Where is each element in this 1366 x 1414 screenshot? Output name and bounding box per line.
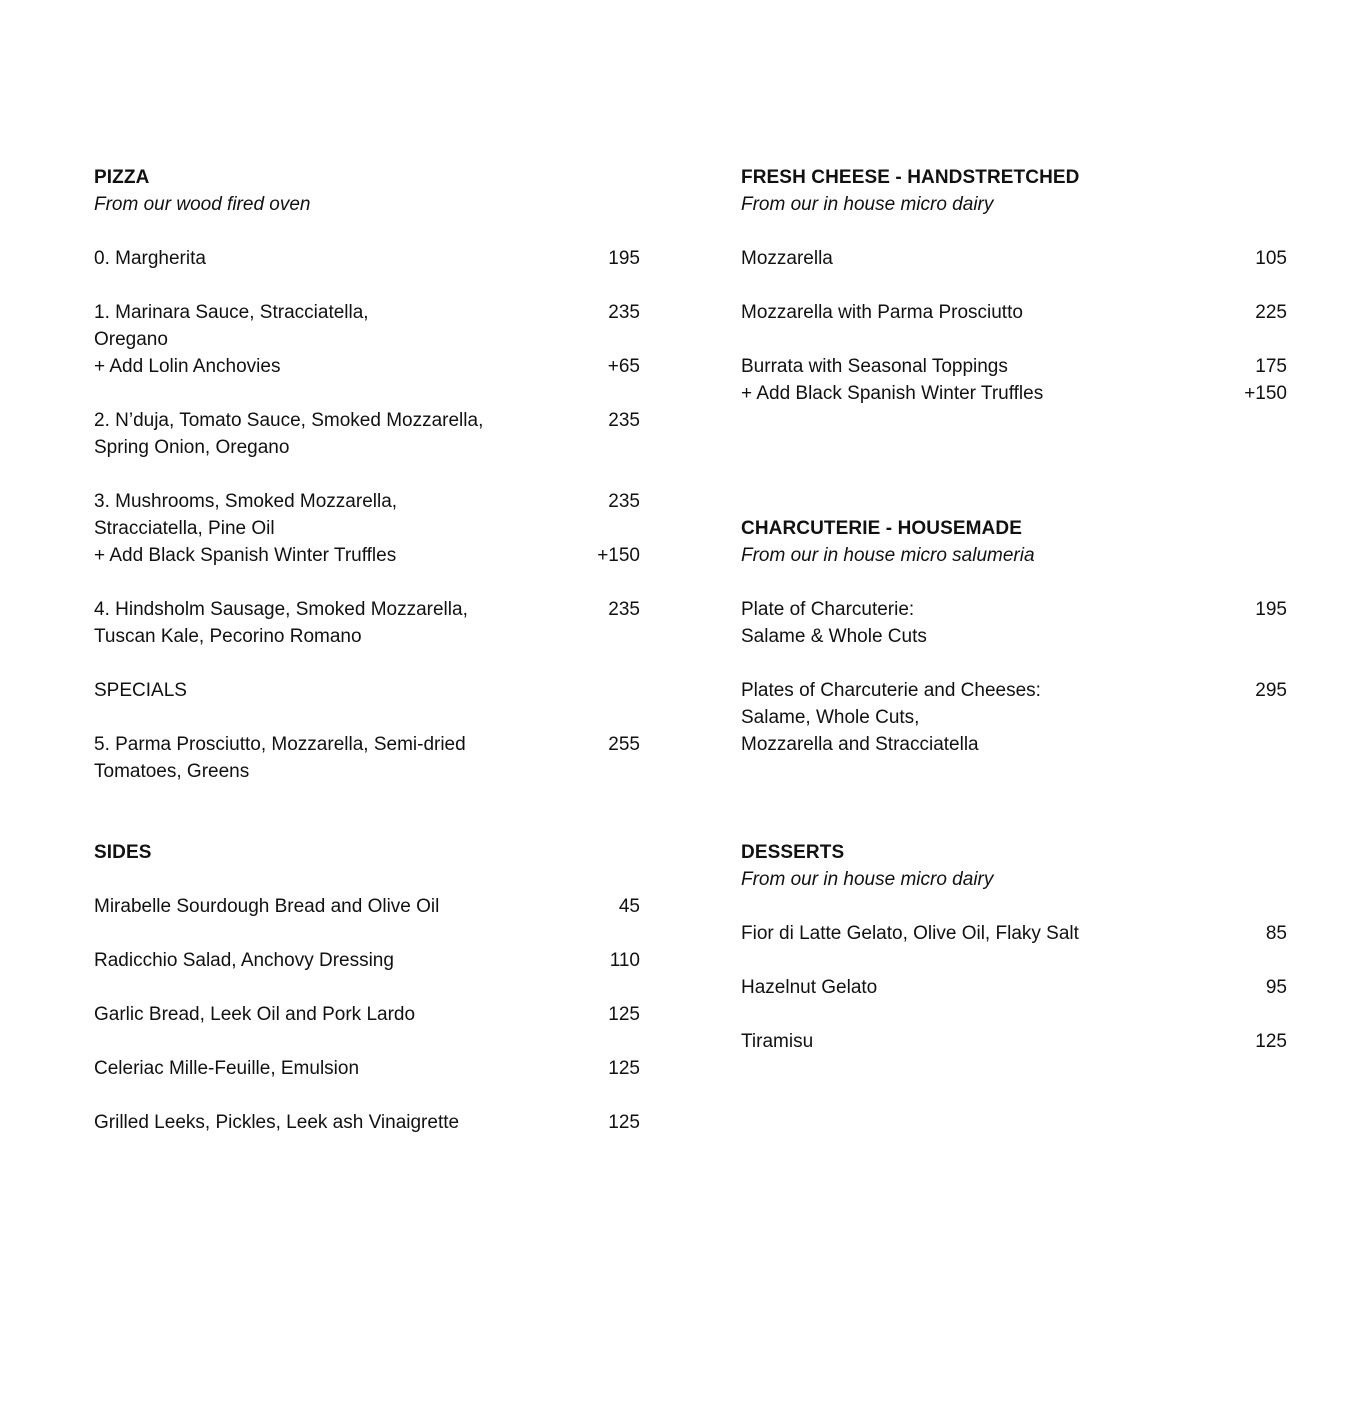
item-name: 0. Margherita [94, 248, 206, 269]
menu-item [741, 353, 1287, 407]
menu-item [94, 1055, 640, 1082]
addon-price: +150 [1244, 383, 1287, 404]
menu-item [94, 299, 640, 380]
menu-item [741, 920, 1287, 947]
item-name: Grilled Leeks, Pickles, Leek ash Vinaigrette [94, 1112, 460, 1133]
desserts-section [741, 839, 1287, 1055]
addon-name: + Add Lolin Anchovies [94, 356, 281, 377]
item-name: Tiramisu [741, 1031, 814, 1052]
charcuterie-title: CHARCUTERIE - HOUSEMADE [741, 518, 1022, 539]
menu-item [94, 731, 640, 785]
item-name: 5. Parma Prosciutto, Mozzarella, Semi-dried Tomatoes, Greens [94, 734, 466, 782]
item-price: 235 [608, 491, 640, 512]
fresh-cheese-subtitle: From our in house micro dairy [741, 194, 994, 215]
menu-item [94, 596, 640, 650]
fresh-cheese-title: FRESH CHEESE - HANDSTRETCHED [741, 167, 1080, 188]
menu-item [741, 1028, 1287, 1055]
item-name: Garlic Bread, Leek Oil and Pork Lardo [94, 1004, 416, 1025]
charcuterie-subtitle: From our in house micro salumeria [741, 545, 1035, 566]
item-price: 195 [608, 248, 640, 269]
item-price: 125 [608, 1058, 640, 1079]
specials-label: SPECIALS [94, 680, 187, 701]
desserts-title: DESSERTS [741, 842, 845, 863]
addon-name: + Add Black Spanish Winter Truffles [741, 383, 1044, 404]
addon-price: +65 [607, 356, 640, 377]
item-name: 1. Marinara Sauce, Stracciatella, Oregano [94, 302, 369, 350]
pizza-section [94, 164, 640, 785]
item-name: Fior di Latte Gelato, Olive Oil, Flaky Salt [741, 923, 1079, 944]
item-price: 235 [608, 410, 640, 431]
item-price: 125 [1255, 1031, 1287, 1052]
menu-item [741, 299, 1287, 326]
pizza-subtitle: From our wood fired oven [94, 194, 311, 215]
item-name: Burrata with Seasonal Toppings [741, 356, 1008, 377]
menu-item [741, 677, 1287, 758]
addon-name: + Add Black Spanish Winter Truffles [94, 545, 397, 566]
item-name: Radicchio Salad, Anchovy Dressing [94, 950, 394, 971]
item-addon [741, 380, 1287, 407]
item-name: Mirabelle Sourdough Bread and Olive Oil [94, 896, 440, 917]
left-column [94, 164, 640, 1136]
menu-item [94, 1109, 640, 1136]
menu-item [741, 596, 1287, 650]
menu-item [94, 488, 640, 569]
item-price: 85 [1265, 923, 1287, 944]
menu-item [94, 893, 640, 920]
fresh-cheese-section [741, 164, 1287, 407]
item-name: Plate of Charcuterie: Salame & Whole Cuts [741, 599, 927, 647]
item-price: 225 [1255, 302, 1287, 323]
item-name: Hazelnut Gelato [741, 977, 878, 998]
item-addon [94, 542, 640, 569]
menu-item [94, 245, 640, 272]
item-price: 125 [608, 1112, 640, 1133]
item-name: Mozzarella with Parma Prosciutto [741, 302, 1023, 323]
item-name: 2. N’duja, Tomato Sauce, Smoked Mozzarella, Spring Onion, Oregano [94, 410, 484, 458]
item-price: 235 [608, 599, 640, 620]
item-name: Mozzarella [741, 248, 833, 269]
charcuterie-section [741, 515, 1287, 758]
right-column [741, 164, 1287, 1055]
item-price: 95 [1265, 977, 1287, 998]
addon-price: +150 [597, 545, 640, 566]
menu-item [94, 407, 640, 461]
item-price: 295 [1255, 680, 1287, 701]
item-price: 45 [618, 896, 640, 917]
sides-title: SIDES [94, 842, 152, 863]
menu-item [741, 974, 1287, 1001]
item-price: 195 [1255, 599, 1287, 620]
sides-section [94, 839, 640, 1136]
menu-item [741, 245, 1287, 272]
item-name: Plates of Charcuterie and Cheeses: Salame, Whole Cuts, Mozzarella and Stracciatella [741, 680, 1041, 755]
desserts-subtitle: From our in house micro dairy [741, 869, 994, 890]
item-name: 3. Mushrooms, Smoked Mozzarella, Stracciatella, Pine Oil [94, 491, 398, 539]
item-price: 105 [1255, 248, 1287, 269]
item-addon [94, 353, 640, 380]
item-name: Celeriac Mille-Feuille, Emulsion [94, 1058, 360, 1079]
item-price: 235 [608, 302, 640, 323]
item-price: 125 [608, 1004, 640, 1025]
menu-item [94, 947, 640, 974]
item-price: 110 [609, 950, 640, 971]
item-price: 175 [1255, 356, 1287, 377]
item-price: 255 [608, 734, 640, 755]
pizza-title: PIZZA [94, 167, 150, 188]
item-name: 4. Hindsholm Sausage, Smoked Mozzarella, Tuscan Kale, Pecorino Romano [94, 599, 468, 647]
menu-item [94, 1001, 640, 1028]
